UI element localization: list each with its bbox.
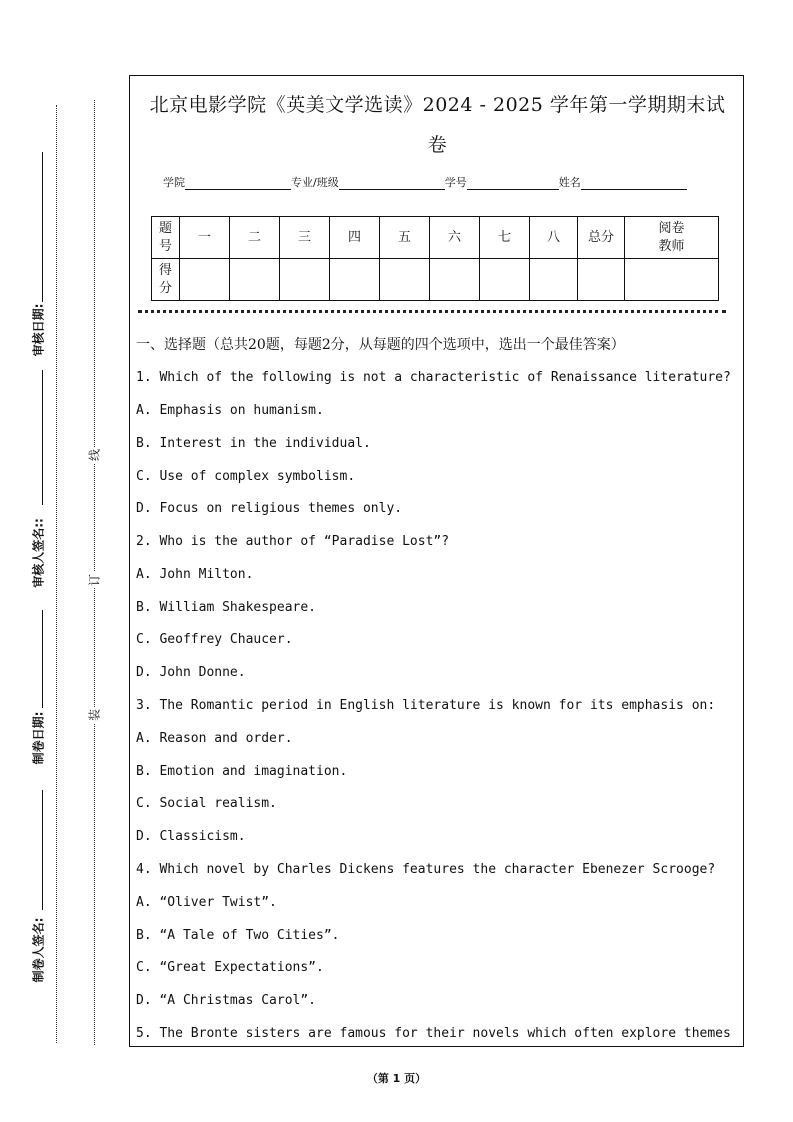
option-line: C. Use of complex symbolism. — [136, 469, 356, 484]
make-date-line — [42, 610, 43, 708]
review-date-line — [42, 152, 43, 302]
page-number: （第 1 页） — [366, 1072, 427, 1085]
question-line: 4. Which novel by Charles Dickens features the character Ebenezer Scrooge? — [136, 862, 716, 877]
score-header-cell: 五 — [380, 217, 430, 259]
option-line: D. John Donne. — [136, 665, 246, 680]
question-line: 5. The Bronte sisters are famous for their novels which often explore themes — [136, 1026, 731, 1041]
name-blank[interactable] — [581, 178, 687, 190]
option-line: C. Social realism. — [136, 796, 277, 811]
question-line: 2. Who is the author of “Paradise Lost”? — [136, 534, 450, 549]
score-header-cell: 一 — [180, 217, 230, 259]
score-header-cell: 八 — [530, 217, 578, 259]
score-table-header-row — [152, 217, 719, 259]
score-input-cell[interactable] — [578, 259, 625, 301]
score-input-cell[interactable] — [280, 259, 330, 301]
option-line: B. William Shakespeare. — [136, 600, 317, 615]
option-line: C. Geoffrey Chaucer. — [136, 632, 293, 647]
score-header-cell: 二 — [230, 217, 280, 259]
option-line: C. “Great Expectations”. — [136, 960, 324, 975]
student-id-label: 学号 — [444, 176, 467, 189]
score-input-cell[interactable] — [230, 259, 280, 301]
score-table-score-row — [152, 259, 719, 301]
option-line: A. Emphasis on humanism. — [136, 403, 324, 418]
maker-sign-line — [42, 790, 43, 910]
score-header-cell: 三 — [280, 217, 330, 259]
bind-char-fold: 装 — [87, 708, 102, 722]
question-line: 1. Which of the following is not a characteristic of Renaissance literature? — [136, 370, 731, 385]
option-line: B. Emotion and imagination. — [136, 764, 348, 779]
major-label: 专业/班级 — [291, 176, 339, 189]
option-line: D. “A Christmas Carol”. — [136, 993, 317, 1008]
outer-dotted-line — [56, 105, 57, 1043]
section-divider — [138, 310, 726, 313]
option-line: A. Reason and order. — [136, 731, 293, 746]
option-line: B. “A Tale of Two Cities”. — [136, 928, 340, 943]
score-header-cell: 七 — [480, 217, 530, 259]
score-input-cell[interactable] — [530, 259, 578, 301]
bind-char-staple: 订 — [87, 573, 102, 587]
exam-frame — [129, 75, 744, 1047]
section-instruction: 一、选择题（总共20题，每题2分，从每题的四个选项中，选出一个最佳答案） — [136, 337, 625, 353]
score-header-cell: 总分 — [578, 217, 625, 259]
score-row-label: 得 分 — [152, 259, 180, 301]
question-line: 3. The Romantic period in English literature is known for its emphasis on: — [136, 698, 716, 713]
option-line: D. Classicism. — [136, 829, 246, 844]
score-header-cell: 题 号 — [152, 217, 180, 259]
score-table — [151, 216, 719, 301]
score-header-cell: 六 — [430, 217, 480, 259]
reviewer-sign-line — [42, 370, 43, 505]
score-input-cell[interactable] — [480, 259, 530, 301]
student-info-row — [163, 174, 687, 190]
bind-char-line: 线 — [87, 448, 102, 462]
score-input-cell[interactable] — [180, 259, 230, 301]
college-blank[interactable] — [185, 178, 291, 190]
student-id-blank[interactable] — [467, 178, 559, 190]
score-input-cell[interactable] — [330, 259, 380, 301]
score-input-cell[interactable] — [625, 259, 719, 301]
exam-title: 北京电影学院《英美文学选读》2024 - 2025 学年第一学期期末试 — [149, 94, 726, 116]
option-line: B. Interest in the individual. — [136, 436, 371, 451]
score-input-cell[interactable] — [380, 259, 430, 301]
exam-title-continued: 卷 — [427, 134, 448, 156]
option-line: A. John Milton. — [136, 567, 254, 582]
option-line: D. Focus on religious themes only. — [136, 501, 403, 516]
score-header-cell: 四 — [330, 217, 380, 259]
major-class-blank[interactable] — [339, 178, 445, 190]
option-line: A. “Oliver Twist”. — [136, 895, 277, 910]
name-label: 姓名 — [558, 176, 581, 189]
score-header-cell: 阅卷 教师 — [625, 217, 719, 259]
college-label: 学院 — [163, 176, 185, 189]
score-input-cell[interactable] — [430, 259, 480, 301]
